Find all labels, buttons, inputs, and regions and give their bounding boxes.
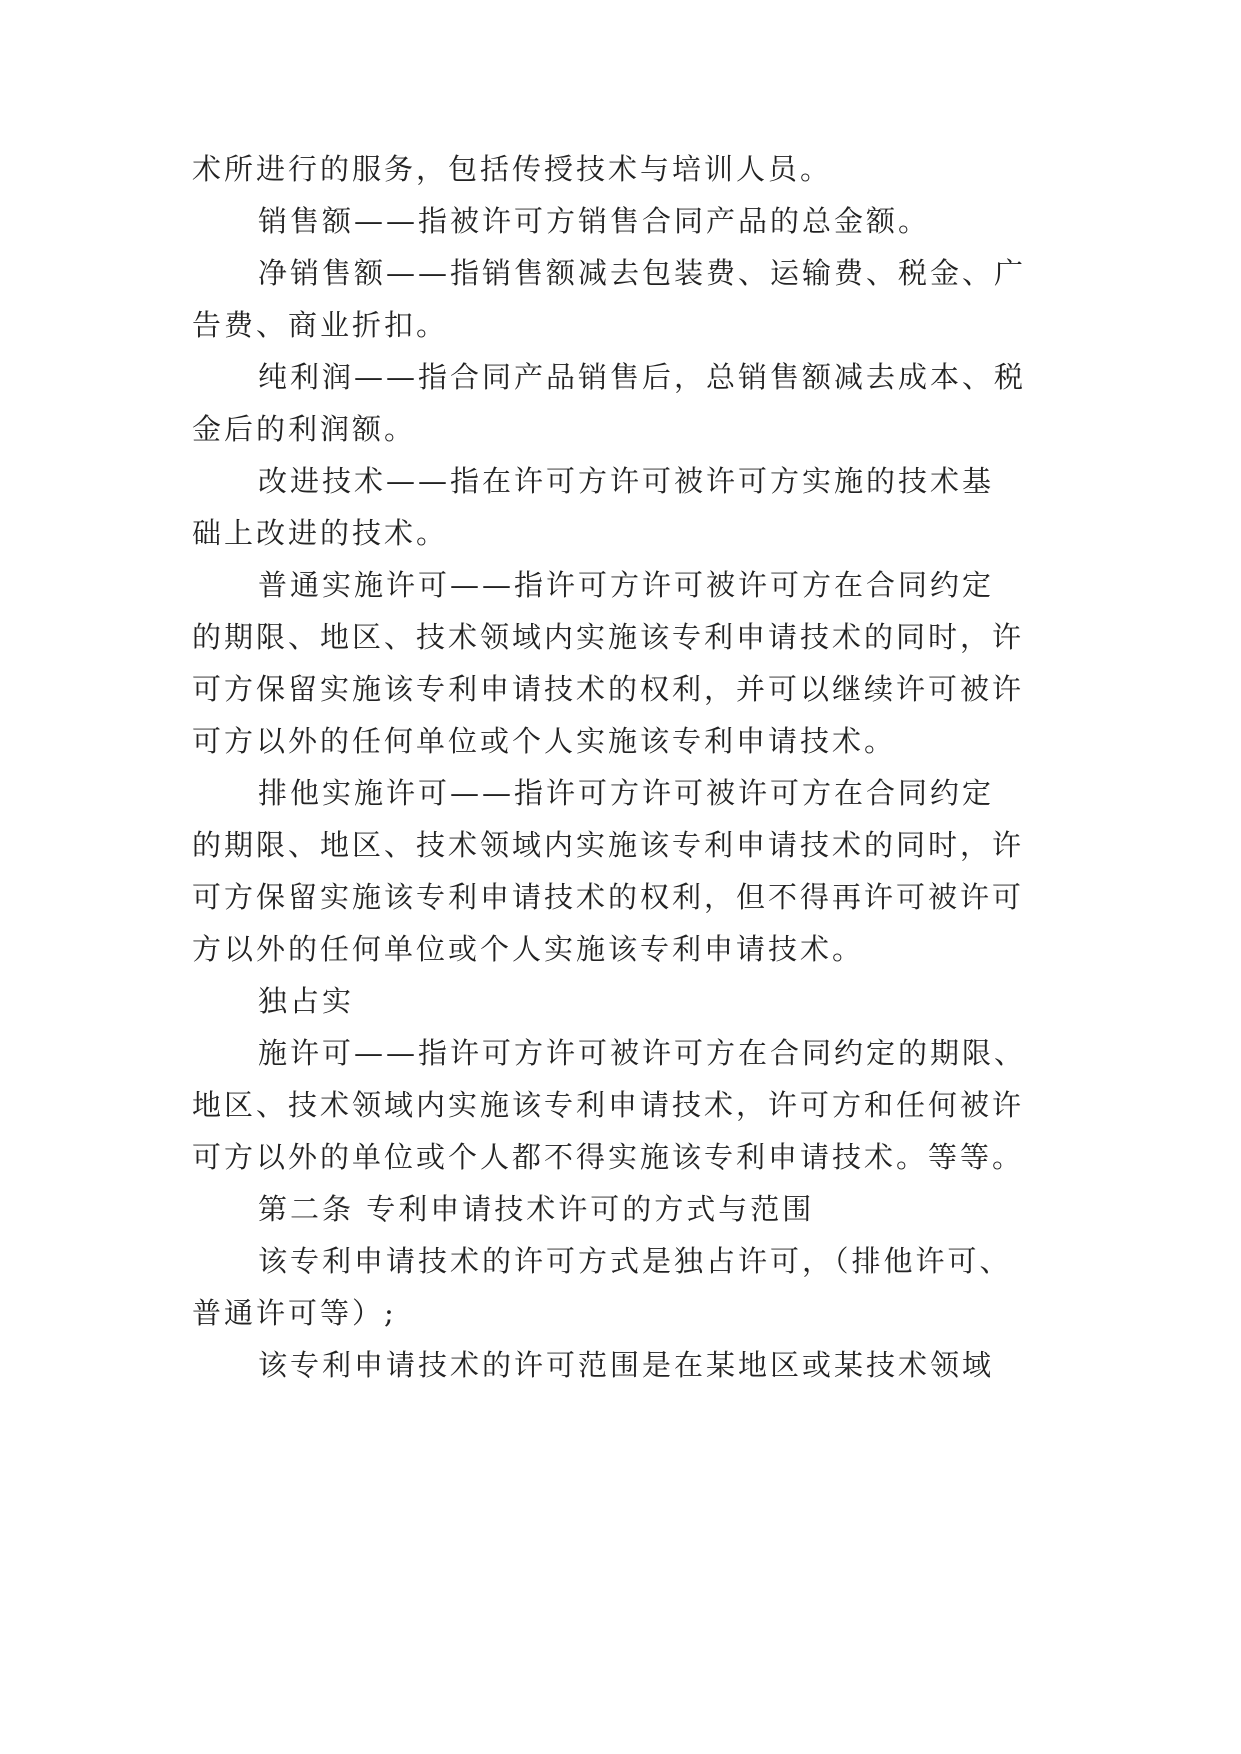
text-line: 独占实	[258, 984, 355, 1018]
text-line: 可方以外的任何单位或个人实施该专利申请技术。	[192, 724, 897, 758]
text-line: 纯利润——指合同产品销售后，总销售额减去成本、税	[258, 360, 1027, 394]
text-line: 普通许可等）;	[192, 1296, 397, 1330]
text-line: 改进技术——指在许可方许可被许可方实施的技术基	[258, 464, 995, 498]
section-heading: 第二条 专利申请技术许可的方式与范围	[258, 1192, 815, 1226]
text-line: 销售额——指被许可方销售合同产品的总金额。	[258, 204, 931, 238]
text-line: 方以外的任何单位或个人实施该专利申请技术。	[192, 932, 865, 966]
text-line: 的期限、地区、技术领域内实施该专利申请技术的同时，许	[192, 620, 1025, 654]
text-line: 可方以外的单位或个人都不得实施该专利申请技术。等等。	[192, 1140, 1025, 1174]
text-line: 可方保留实施该专利申请技术的权利，但不得再许可被许可	[192, 880, 1025, 914]
text-line: 净销售额——指销售额减去包装费、运输费、税金、广	[258, 256, 1027, 290]
text-line: 金后的利润额。	[192, 412, 417, 446]
text-line: 该专利申请技术的许可方式是独占许可，（排他许可、	[258, 1244, 1012, 1278]
text-line: 础上改进的技术。	[192, 516, 449, 550]
text-line: 排他实施许可——指许可方许可被许可方在合同约定	[258, 776, 995, 810]
text-line: 施许可——指许可方许可被许可方在合同约定的期限、	[258, 1036, 1027, 1070]
text-line: 地区、技术领域内实施该专利申请技术，许可方和任何被许	[192, 1088, 1025, 1122]
text-line: 术所进行的服务，包括传授技术与培训人员。	[192, 152, 833, 186]
text-line: 普通实施许可——指许可方许可被许可方在合同约定	[258, 568, 995, 602]
text-line: 的期限、地区、技术领域内实施该专利申请技术的同时，许	[192, 828, 1025, 862]
text-line: 可方保留实施该专利申请技术的权利，并可以继续许可被许	[192, 672, 1025, 706]
text-line: 告费、商业折扣。	[192, 308, 449, 342]
text-line: 该专利申请技术的许可范围是在某地区或某技术领域	[258, 1348, 995, 1382]
